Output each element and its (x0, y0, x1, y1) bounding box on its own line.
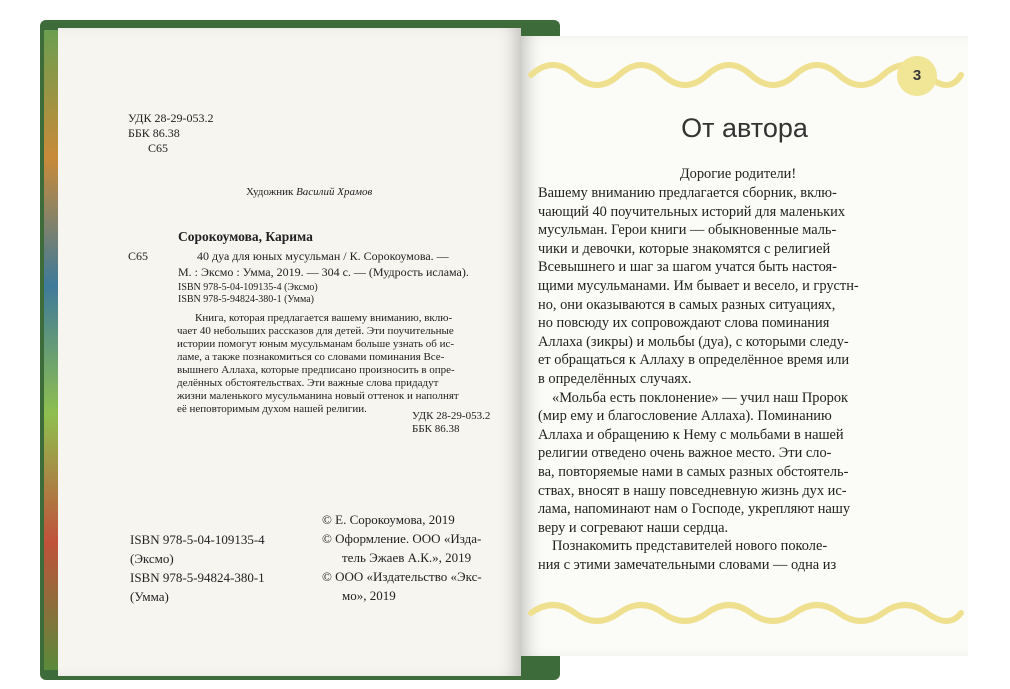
copyright-line: мо», 2019 (342, 588, 396, 603)
illustrator-credit (246, 186, 372, 199)
body-line: но повсюду их сопровождают слова поминания (538, 315, 830, 332)
bbk-code-2: ББК 86.38 (412, 423, 460, 435)
copyright-line: тель Эжаев А.К.», 2019 (342, 550, 472, 565)
annotation-line: делённых обстоятельствах. Эти важные слова придадут (177, 377, 439, 389)
copyright-line: © ООО «Издательство «Экс- (322, 569, 482, 584)
body-line: Всевышнего и шаг за шагом учатся быть настоя- (538, 259, 837, 276)
annotation-line: жизни маленького мусульманина новый оттенок и наполнят (177, 390, 459, 402)
illustrator-name: Василий Храмов (296, 186, 373, 198)
body-line: чающий 40 поучительных историй для маленьких (538, 203, 846, 220)
annotation-line: истории помогут юным мусульманам больше узнать об ис- (177, 338, 455, 350)
annotation-line: её неповторимым духом нашей религии. (177, 403, 367, 415)
author-index-code: С65 (148, 141, 169, 155)
body-line: ствах, вносят в нашу повседневную жизнь дух ис- (538, 482, 847, 499)
isbn-eksmo-label: (Эксмо) (130, 551, 174, 566)
udk-code: УДК 28-29-053.2 (128, 111, 214, 125)
annotation-line: чает 40 небольших рассказов для детей. Эти поучительные (177, 325, 454, 337)
annotation-line: ламе, а также познакомиться со словами поминания Все- (177, 351, 445, 363)
body-line: мусульман. Герои книги — обыкновенные маль- (538, 222, 837, 239)
annotation-line: вышнего Аллаха, которые предписано произносить в опре- (177, 364, 455, 376)
body-line: религии отведено очень важное место. Эти сло- (538, 445, 832, 462)
body-line: ет обращаться к Аллаху в определённое время или (538, 352, 850, 369)
copyright-line: © Е. Сорокоумова, 2019 (322, 512, 455, 527)
chapter-title: От автора (681, 113, 808, 143)
page-number: 3 (897, 56, 937, 96)
bottom-wave-decoration (521, 595, 968, 635)
isbn-small-umma: ISBN 978-5-94824-380-1 (Умма) (178, 294, 314, 305)
annotation-line: Книга, которая предлагается вашему вниманию, вклю- (195, 312, 453, 324)
udk-code-2: УДК 28-29-053.2 (412, 410, 491, 422)
body-line: веру и согревают наши сердца. (538, 519, 729, 536)
body-line: Аллаха и обращению к Нему с мольбами в нашей (538, 426, 844, 443)
body-line: в определённых случаях. (538, 370, 692, 387)
body-line: щими мусульманами. Им бывает и весело, и грустн- (538, 277, 859, 294)
isbn-small-eksmo: ISBN 978-5-04-109135-4 (Эксмо) (178, 282, 318, 293)
isbn-eksmo: ISBN 978-5-04-109135-4 (130, 532, 265, 547)
body-line: ния с этими замечательными словами — одна из (538, 556, 837, 573)
copyright-block (322, 510, 482, 605)
author-heading: Сорокоумова, Карима (178, 229, 313, 244)
copyright-line: © Оформление. ООО «Изда- (322, 531, 482, 546)
body-line: Познакомить представителей нового поколе- (552, 538, 828, 555)
bib-record-line-2: М. : Эксмо : Умма, 2019. — 304 с. — (Мудрость ислама). (178, 265, 469, 279)
isbn-umma: ISBN 978-5-94824-380-1 (130, 570, 265, 585)
body-line: Аллаха (зикры) и мольбы (дуа), с которыми следу- (538, 333, 849, 350)
greeting: Дорогие родители! (679, 166, 797, 182)
illustrator-label: Художник (246, 186, 294, 198)
body-line: (мир ему и благословение Аллаха). Поминанию (538, 408, 832, 425)
annotation (177, 312, 497, 416)
body-line: «Мольба есть поклонение» — учил наш Пророк (552, 389, 849, 406)
isbn-block (130, 530, 265, 606)
foreword-body (538, 184, 942, 574)
isbn-umma-label: (Умма) (130, 589, 169, 604)
body-line: но, они оказываются в самых разных ситуациях, (538, 296, 836, 313)
body-line: ва, повторяемые нами в самых разных обстоятель- (538, 463, 849, 480)
author-index-code-2: С65 (128, 249, 149, 263)
bbk-code: ББК 86.38 (128, 126, 180, 140)
body-line: чики и девочки, которые знакомятся с религией (538, 240, 831, 257)
body-line: лама, напоминают нам о Господе, укрепляют нашу (538, 501, 851, 518)
bib-record-line-1: 40 дуа для юных мусульман / К. Сорокоумова. — (197, 249, 449, 263)
body-line: Вашему вниманию предлагается сборник, вклю- (538, 185, 837, 201)
